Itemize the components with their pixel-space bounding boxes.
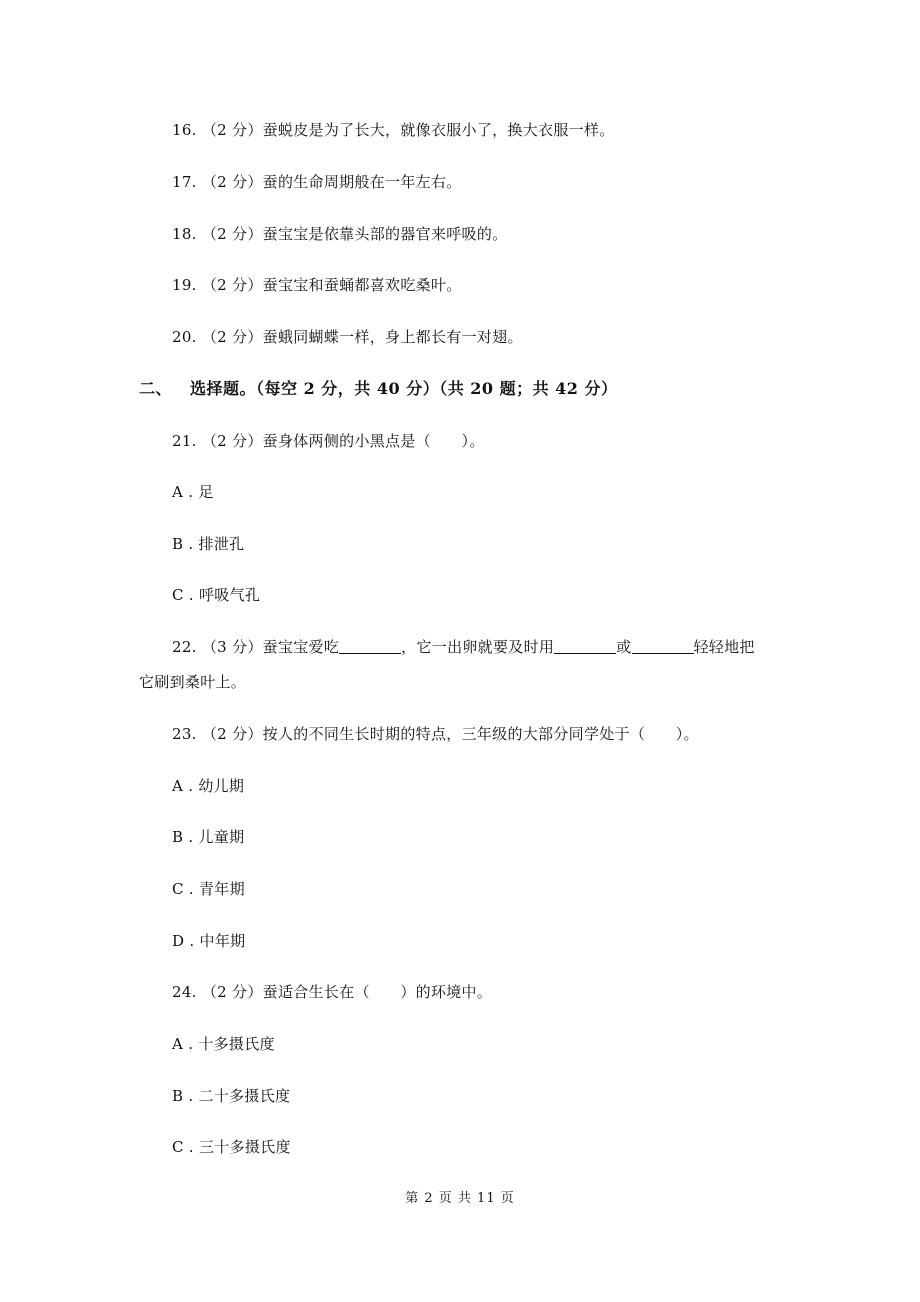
answer-blank bbox=[554, 639, 616, 654]
question-number: 20. bbox=[172, 328, 197, 346]
question-score: （2 分） bbox=[201, 328, 263, 346]
question-text: 蚕的生命周期般在一年左右。 bbox=[262, 173, 462, 191]
question-17 bbox=[172, 172, 462, 192]
question-number: 22. bbox=[172, 638, 197, 656]
question-23 bbox=[172, 724, 699, 744]
answer-blank bbox=[339, 639, 401, 654]
option-21-b: B . 排泄孔 bbox=[172, 535, 245, 553]
question-score: （2 分） bbox=[201, 725, 263, 743]
answer-blank bbox=[632, 639, 694, 654]
question-number: 19. bbox=[172, 276, 197, 294]
question-text-part: 或 bbox=[616, 638, 632, 656]
question-text: 按人的不同生长时期的特点，三年级的大部分同学处于（ ）。 bbox=[262, 725, 699, 743]
question-number: 24. bbox=[172, 983, 197, 1001]
question-16 bbox=[172, 120, 615, 140]
question-22 bbox=[172, 637, 755, 657]
question-score: （2 分） bbox=[201, 432, 263, 450]
section-heading bbox=[139, 378, 618, 400]
section-index: 二、 bbox=[139, 379, 173, 398]
question-score: （3 分） bbox=[201, 638, 263, 656]
option-23-a: A . 幼儿期 bbox=[172, 777, 245, 795]
option-21-a: A . 足 bbox=[172, 483, 214, 501]
question-20 bbox=[172, 327, 523, 347]
question-text: 蚕宝宝和蚕蛹都喜欢吃桑叶。 bbox=[262, 276, 462, 294]
question-text: 蚕蜕皮是为了长大，就像衣服小了，换大衣服一样。 bbox=[262, 121, 615, 139]
question-19 bbox=[172, 275, 462, 295]
option-24-c: C . 三十多摄氏度 bbox=[172, 1138, 291, 1156]
question-number: 23. bbox=[172, 725, 197, 743]
question-22-continued: 它刷到桑叶上。 bbox=[139, 673, 247, 691]
question-21 bbox=[172, 431, 485, 451]
page-footer: 第 2 页 共 11 页 bbox=[405, 1191, 515, 1206]
option-23-b: B . 儿童期 bbox=[172, 828, 245, 846]
question-number: 17. bbox=[172, 173, 197, 191]
question-text-part: 轻轻地把 bbox=[693, 638, 755, 656]
question-text-part: 蚕宝宝爱吃 bbox=[262, 638, 340, 656]
question-score: （2 分） bbox=[201, 173, 263, 191]
question-score: （2 分） bbox=[201, 225, 263, 243]
question-text: 蚕身体两侧的小黑点是（ ）。 bbox=[262, 432, 485, 450]
option-24-a: A . 十多摄氏度 bbox=[172, 1035, 275, 1053]
question-24 bbox=[172, 982, 492, 1002]
question-score: （2 分） bbox=[201, 983, 263, 1001]
option-24-b: B . 二十多摄氏度 bbox=[172, 1087, 291, 1105]
question-18 bbox=[172, 224, 507, 244]
question-text: 蚕宝宝是依靠头部的器官来呼吸的。 bbox=[262, 225, 508, 243]
question-number: 21. bbox=[172, 432, 197, 450]
question-score: （2 分） bbox=[201, 121, 263, 139]
option-23-c: C . 青年期 bbox=[172, 880, 245, 898]
question-number: 18. bbox=[172, 225, 197, 243]
question-text: 蚕适合生长在（ ）的环境中。 bbox=[262, 983, 493, 1001]
question-text: 蚕蛾同蝴蝶一样，身上都长有一对翅。 bbox=[262, 328, 523, 346]
option-23-d: D . 中年期 bbox=[172, 932, 246, 950]
question-text-part: ，它一出卵就要及时用 bbox=[401, 638, 555, 656]
question-score: （2 分） bbox=[201, 276, 263, 294]
section-title: 选择题。（每空 2 分，共 40 分）（共 20 题；共 42 分） bbox=[190, 379, 618, 398]
option-21-c: C . 呼吸气孔 bbox=[172, 586, 261, 604]
question-number: 16. bbox=[172, 121, 197, 139]
